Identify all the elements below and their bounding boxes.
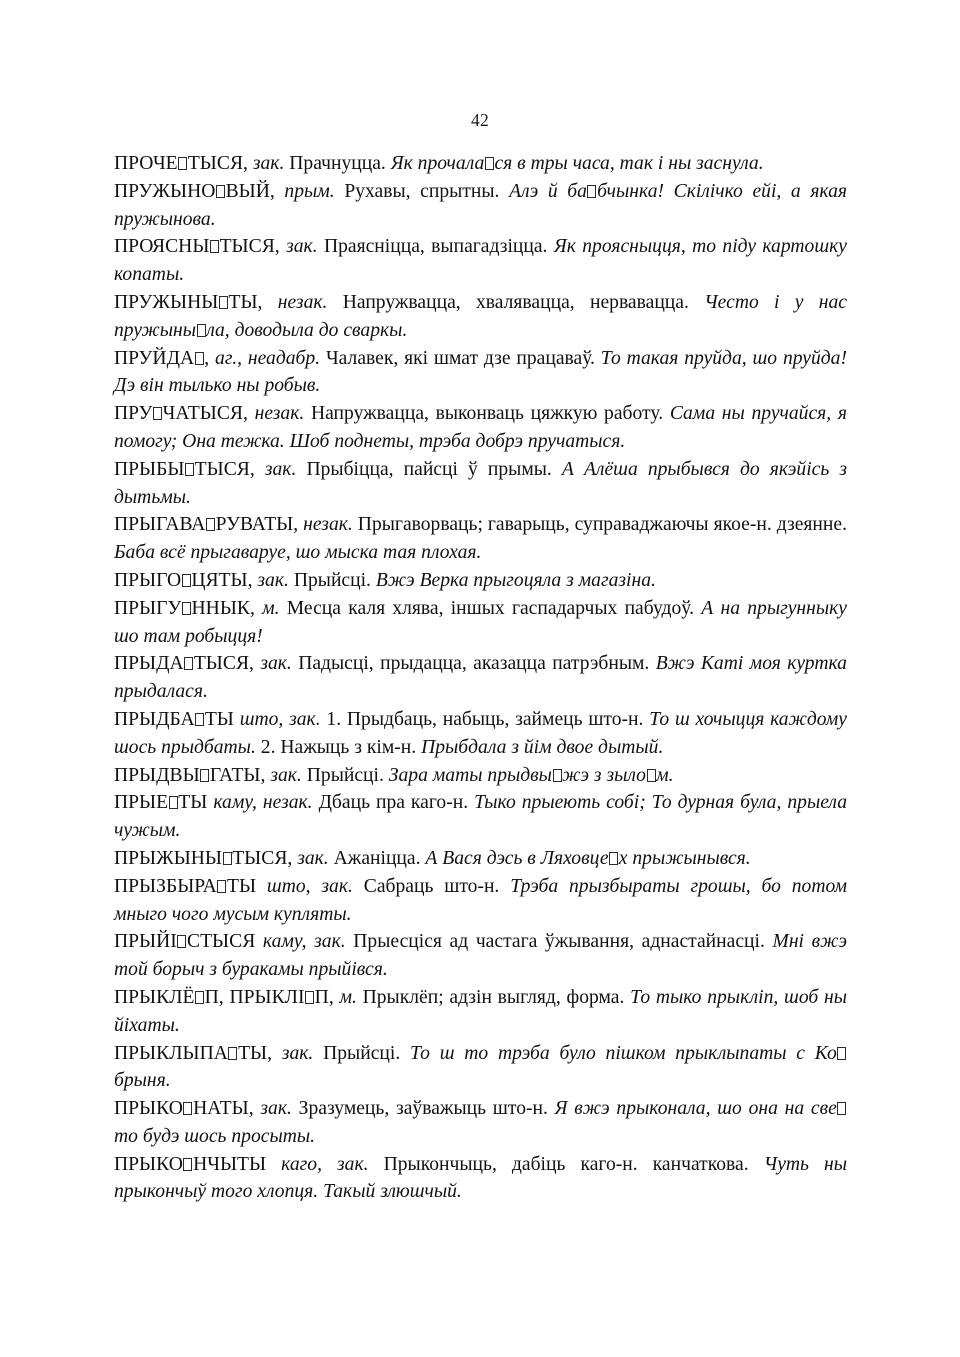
missing-glyph-box xyxy=(587,185,596,198)
entry-grammar-label: каго, зак. xyxy=(281,1153,369,1175)
entry-headword-tail: НЧЫТЫ xyxy=(193,1153,267,1175)
entry-headword: ПРУЖЫНЫ xyxy=(114,291,219,313)
entry-example: Прыбдала з йім двое дытый. xyxy=(421,736,664,758)
entry-example: Вжэ Верка прыгоцяла з магазіна. xyxy=(375,569,656,591)
missing-glyph-box xyxy=(200,769,209,782)
entry-grammar-label: зак. xyxy=(252,153,285,174)
entry-grammar-label: зак. xyxy=(257,569,289,591)
entry-headword-tail: ТЫСЯ, xyxy=(193,653,254,675)
missing-glyph-box xyxy=(182,602,191,615)
entry-definition: Напружвацца, хвалявацца, нервавацца. xyxy=(342,291,689,313)
entry-grammar-label: што, зак. xyxy=(239,708,321,730)
entry-definition: Чалавек, які шмат дзе працаваў. xyxy=(325,347,595,369)
dictionary-entry xyxy=(114,400,847,456)
missing-glyph-box xyxy=(647,769,656,782)
entry-grammar-label: зак. xyxy=(270,764,302,786)
missing-glyph-box xyxy=(197,324,206,337)
entry-headword: ПРЫДБА xyxy=(114,708,195,730)
entry-grammar-label: каму, незак. xyxy=(213,792,313,814)
missing-glyph-box xyxy=(217,880,226,893)
entry-example: Як проясныцця, то піду картошку копаты. xyxy=(114,236,847,286)
entry-headword: ПРОЧЕ xyxy=(114,153,178,174)
entry-definition: Прыесціся ад частага ўжывання, аднастайнасці. xyxy=(353,931,765,953)
dictionary-entry xyxy=(114,873,847,929)
entry-grammar-label: незак. xyxy=(254,403,305,425)
missing-glyph-box xyxy=(185,463,194,476)
missing-glyph-box xyxy=(210,240,219,253)
entry-headword: ПРЫЗБЫРА xyxy=(114,875,217,897)
missing-glyph-box xyxy=(184,657,193,670)
entry-headword: ПРЫГО xyxy=(114,569,182,591)
entry-headword-tail: ННЫК, xyxy=(191,597,255,619)
entry-definition: Прыбіцца, пайсці ў прымы. xyxy=(306,458,552,480)
entry-example: А Алёша прыбывся до якэйісь з дытьмы. xyxy=(114,458,847,508)
entry-grammar-label: незак. xyxy=(303,514,353,536)
entry-example: Вжэ Каті моя куртка прыдалася. xyxy=(114,653,847,703)
entry-example: Сама ны пручайся, я помогу; Она тежка. Шоб поднеты, трэба добрэ пручатыся. xyxy=(114,403,847,452)
missing-glyph-box xyxy=(216,185,225,198)
missing-glyph-box xyxy=(228,1047,237,1060)
entry-example: Често і у нас пружыны ла, доводыла до сваркы. xyxy=(114,291,847,341)
entry-example: А на прыгунныку шо там робыцця! xyxy=(114,597,848,647)
entry-headword-tail: НАТЫ, xyxy=(193,1098,254,1120)
entry-headword-tail: ТЫ xyxy=(204,708,234,730)
dictionary-entry xyxy=(114,1040,847,1096)
dictionary-entry xyxy=(114,595,847,651)
entry-grammar-label: зак. xyxy=(281,1042,314,1064)
entry-grammar-label: зак. xyxy=(260,653,292,675)
entry-headword: ПРЫКО xyxy=(114,1098,183,1120)
entry-definition: Ажаніцца. xyxy=(333,847,421,869)
missing-glyph-box xyxy=(485,157,494,170)
entry-definition: Праясніцца, выпагадзіцца. xyxy=(323,236,548,258)
entry-grammar-label: што, зак. xyxy=(266,875,353,897)
entry-headword-tail: СТЫСЯ xyxy=(187,931,256,953)
entry-grammar-label: зак. xyxy=(297,847,329,869)
dictionary-entry xyxy=(114,567,847,595)
page-number: 42 xyxy=(470,110,490,130)
missing-glyph-box xyxy=(609,852,618,865)
entry-definition: Рухавы, спрытны. xyxy=(344,180,500,202)
dictionary-entry xyxy=(114,289,847,345)
missing-glyph-box xyxy=(153,407,162,420)
sense-number: 1. xyxy=(326,708,342,730)
dictionary-entry-list xyxy=(114,150,847,1206)
entry-grammar-label: м. xyxy=(262,597,280,619)
entry-definition: Напружвацца, выконваць цяжкую работу. xyxy=(310,403,664,425)
entry-headword: ПРЫДВЫ xyxy=(114,764,200,786)
missing-glyph-box xyxy=(195,991,204,1004)
entry-headword: ПРУЖЫНО xyxy=(114,180,216,202)
missing-glyph-box xyxy=(169,796,178,809)
dictionary-entry xyxy=(114,233,847,289)
dictionary-entry xyxy=(114,789,847,845)
entry-headword-tail: ТЫ, xyxy=(228,291,263,313)
entry-example: Я вжэ прыконала, шо она на свето будэ шось просыты. xyxy=(114,1098,847,1147)
entry-definition: Дбаць пра каго-н. xyxy=(318,792,469,814)
entry-example: Зара маты прыдвы жэ з зыло м. xyxy=(388,764,674,786)
entry-example: То тыко прыкліп, шоб ны йіхаты. xyxy=(114,986,847,1036)
dictionary-entry xyxy=(114,345,847,401)
entry-definition: Зразумець, заўважыць што-н. xyxy=(298,1098,548,1120)
missing-glyph-box xyxy=(837,1102,846,1115)
entry-headword-variant-tail: П, xyxy=(314,986,334,1008)
missing-glyph-box xyxy=(305,991,314,1004)
entry-definition: Прыклёп; адзін выгляд, форма. xyxy=(362,986,625,1008)
entry-grammar-label: зак. xyxy=(264,458,297,480)
entry-headword: ПРЫЕ xyxy=(114,792,169,814)
entry-example: Мні вжэ той борыч з буракамы прыйівся. xyxy=(114,931,847,981)
missing-glyph-box xyxy=(837,1047,846,1060)
dictionary-entry xyxy=(114,1151,847,1207)
missing-glyph-box xyxy=(206,518,215,531)
dictionary-entry xyxy=(114,762,847,790)
missing-glyph-box xyxy=(183,1102,192,1115)
entry-headword: ПРЫКО xyxy=(114,1153,183,1175)
entry-headword-tail: РУВАТЫ, xyxy=(215,514,299,536)
missing-glyph-box xyxy=(219,296,228,309)
dictionary-entry xyxy=(114,1095,847,1151)
entry-headword: ПРЫГАВА xyxy=(114,514,206,536)
entry-example: Баба всё прыгаваруе, шо мыска тая плохая. xyxy=(114,542,482,564)
entry-headword: ПРОЯСНЫ xyxy=(114,236,210,258)
entry-headword: ПРЫБЫ xyxy=(114,458,185,480)
missing-glyph-box xyxy=(223,852,232,865)
dictionary-entry xyxy=(114,178,847,234)
entry-headword-tail: ВЫЙ, xyxy=(225,180,275,202)
entry-definition: Сабраць што-н. xyxy=(363,875,500,897)
entry-example: То такая пруйда, шо пруйда! Дэ він тылько ны робыв. xyxy=(114,347,848,397)
dictionary-entry xyxy=(114,150,847,178)
entry-headword-tail: ТЫСЯ, xyxy=(194,458,255,480)
entry-grammar-label: незак. xyxy=(277,291,328,313)
entry-definition: Прыдбаць, набыць, займець што-н. xyxy=(346,708,644,730)
entry-headword-tail: ТЫ xyxy=(227,875,257,897)
entry-headword: ПРЫГУ xyxy=(114,597,182,619)
entry-headword: ПРЫЙІ xyxy=(114,931,177,953)
entry-example: То ш то трэба було пішком прыклыпаты с Кобрыня. xyxy=(114,1043,847,1092)
sense-number: 2. xyxy=(260,736,276,758)
entry-example: То ш хочыцця каждому шось прыдбаты. xyxy=(114,708,847,758)
entry-definition: Прачнуцца. xyxy=(289,153,386,174)
dictionary-entry xyxy=(114,511,847,567)
entry-grammar-label: м. xyxy=(339,986,357,1008)
missing-glyph-box xyxy=(195,713,204,726)
entry-headword-variant: ПРЫКЛІ xyxy=(229,986,305,1008)
entry-definition: Прыгаворваць; гаварыць, суправаджаючы якое-н. дзеянне. xyxy=(357,514,847,536)
entry-definition: Прыйсці. xyxy=(323,1042,401,1064)
entry-headword-tail: ЦЯТЫ, xyxy=(191,569,253,591)
entry-headword-tail: ТЫСЯ, xyxy=(219,236,280,258)
dictionary-entry xyxy=(114,456,847,512)
entry-definition: Нажыць з кім-н. xyxy=(280,736,417,758)
missing-glyph-box xyxy=(195,352,204,365)
entry-headword-tail: П, xyxy=(204,986,224,1008)
entry-headword: ПРЫДА xyxy=(114,653,184,675)
dictionary-entry xyxy=(114,706,847,762)
entry-definition: Месца каля хлява, іншых гаспадарчых пабудоў. xyxy=(286,597,695,619)
entry-headword: ПРЫЖЫНЫ xyxy=(114,847,223,869)
entry-example: Алэ й ба бчынка! Скілічко ейі, а якая пружынова. xyxy=(114,180,848,230)
entry-definition: Падысці, прыдацца, аказацца патрэбным. xyxy=(298,653,650,675)
entry-grammar-label: прым. xyxy=(284,180,335,202)
entry-example: А Вася дэсь в Ляховце х прыжынывся. xyxy=(425,847,751,869)
entry-definition: Прыйсці. xyxy=(293,569,371,591)
entry-example: Як прочала ся в тры часа, так і ны заснула. xyxy=(390,153,764,174)
entry-grammar-label: аг., неадабр. xyxy=(215,347,321,369)
dictionary-entry xyxy=(114,845,847,873)
missing-glyph-box xyxy=(183,1158,192,1171)
missing-glyph-box xyxy=(553,769,562,782)
entry-headword-tail: , xyxy=(204,347,210,369)
dictionary-entry xyxy=(114,984,847,1040)
entry-headword: ПРУ xyxy=(114,403,153,425)
entry-grammar-label: зак. xyxy=(260,1098,292,1120)
entry-grammar-label: зак. xyxy=(286,236,318,258)
entry-headword: ПРЫКЛЫПА xyxy=(114,1042,228,1064)
entry-headword-tail: ТЫ, xyxy=(238,1042,273,1064)
entry-example: Трэба прызбыраты грошы, бо потом мныго чого мусым купляты. xyxy=(114,875,848,925)
entry-headword-tail: ГАТЫ, xyxy=(209,764,266,786)
entry-headword: ПРУЙДА xyxy=(114,347,195,369)
entry-headword-tail: ТЫСЯ, xyxy=(187,153,248,174)
dictionary-entry xyxy=(114,928,847,984)
entry-headword-tail: ЧАТЫСЯ, xyxy=(162,403,248,425)
entry-headword-tail: ТЫСЯ, xyxy=(232,847,293,869)
missing-glyph-box xyxy=(177,935,186,948)
entry-example: Тыко прыеють собі; То дурная була, прыела чужым. xyxy=(114,792,847,842)
entry-headword: ПРЫКЛЁ xyxy=(114,986,195,1008)
missing-glyph-box xyxy=(182,574,191,587)
missing-glyph-box xyxy=(178,157,187,170)
entry-example: Чуть ны прыкончыў того хлопця. Такый злюшчый. xyxy=(114,1153,848,1203)
entry-definition: Прыкончыць, дабіць каго-н. канчаткова. xyxy=(383,1153,749,1175)
entry-definition: Прыйсці. xyxy=(306,764,384,786)
dictionary-entry xyxy=(114,650,847,706)
entry-grammar-label: каму, зак. xyxy=(262,931,346,953)
entry-headword-tail: ТЫ xyxy=(178,792,208,814)
